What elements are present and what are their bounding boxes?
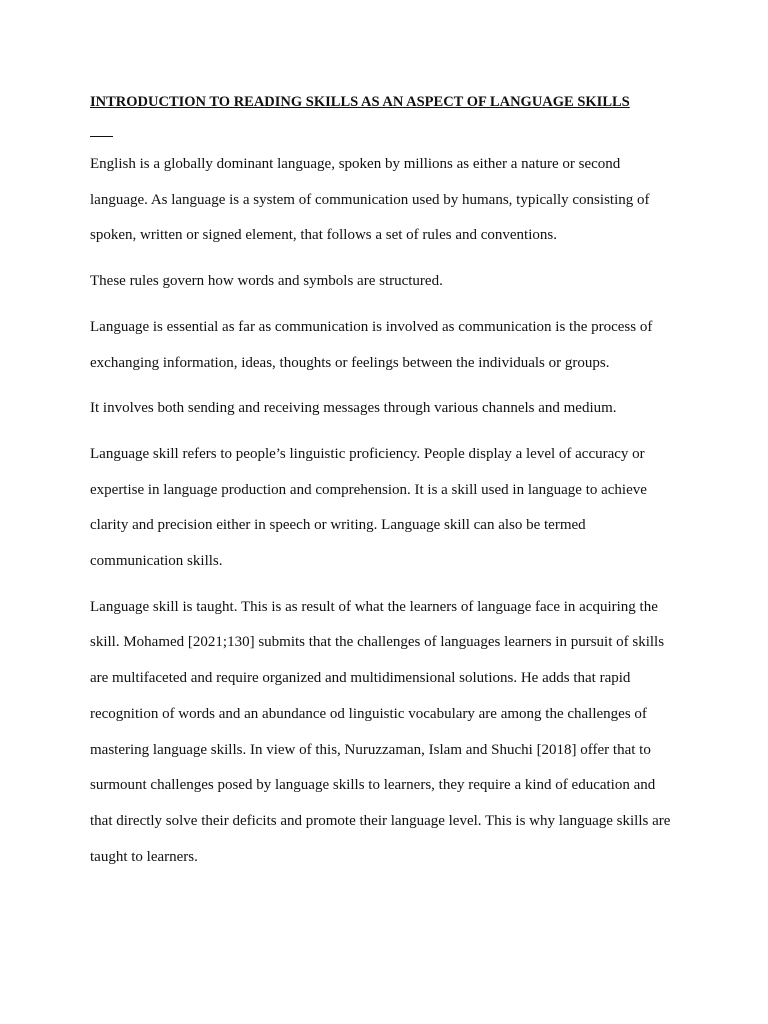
paragraph-line: communication skills. [90,553,223,570]
paragraph-line: These rules govern how words and symbols are structured. [90,273,443,290]
paragraph-line: exchanging information, ideas, thoughts or feelings between the individuals or groups. [90,354,610,371]
paragraph-line: spoken, written or signed element, that follows a set of rules and conventions. [90,227,557,244]
paragraph-line: are multifaceted and require organized and multidimensional solutions. He adds that rapid [90,670,631,687]
paragraph-line: English is a globally dominant language, spoken by millions as either a nature or second [90,156,621,172]
paragraph-line: Language skill is taught. This is as result of what the learners of language face in acquiring the [90,598,658,615]
paragraph-line: recognition of words and an abundance od linguistic vocabulary are among the challenges of [90,705,647,722]
paragraph-line: skill. Mohamed [2021;130] submits that the challenges of languages learners in pursuit of skills [90,634,665,651]
paragraph-line: that directly solve their deficits and promote their language level. This is why language skills are [90,812,671,829]
document-title: INTRODUCTION TO READING SKILLS AS AN ASPECT OF LANGUAGE SKILLS [90,94,630,110]
paragraph-line: It involves both sending and receiving messages through various channels and medium. [90,400,617,417]
paragraph-line: surmount challenges posed by language skills to learners, they require a kind of education and [90,777,656,794]
paragraph [90,391,680,427]
paragraph-line: taught to learners. [90,848,198,865]
paragraph-line: mastering language skills. In view of this, Nuruzzaman, Islam and Shuchi [2018] offer that to [90,741,651,758]
paragraph [90,437,680,580]
paragraph-line: Language is essential as far as communication is involved as communication is the process of [90,318,653,335]
paragraph-line: expertise in language production and comprehension. It is a skill used in language to achieve [90,481,647,498]
title-underline-rule [90,136,113,137]
paragraph [90,264,680,300]
paragraph-line: clarity and precision either in speech or writing. Language skill can also be termed [90,517,586,534]
paragraph [90,590,680,876]
paragraph-line: language. As language is a system of communication used by humans, typically consisting of [90,191,650,208]
paragraph-line: Language skill refers to people’s linguistic proficiency. People display a level of accuracy or [90,445,645,462]
paragraph [90,310,680,381]
document-body [90,147,680,885]
paragraph [90,147,680,254]
